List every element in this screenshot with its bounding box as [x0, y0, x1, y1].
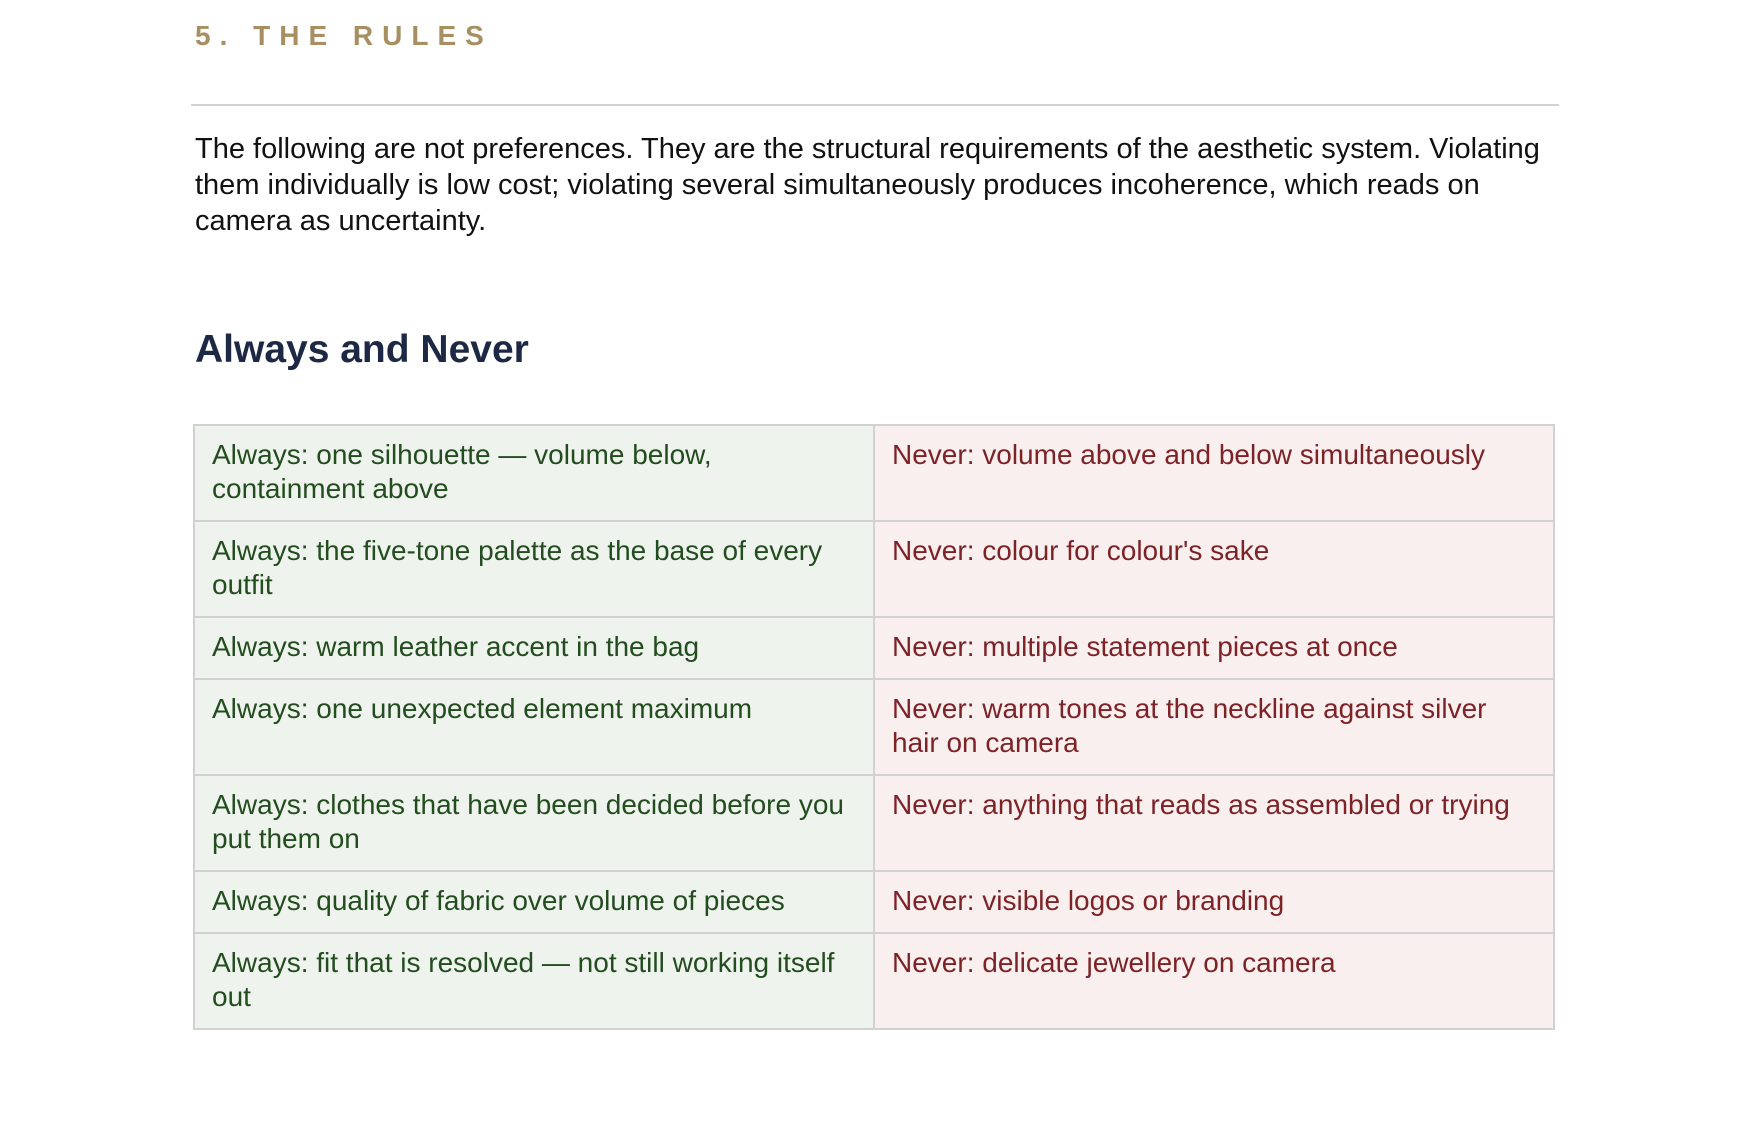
always-cell: Always: clothes that have been decided before you put them on: [194, 775, 874, 871]
subheading: Always and Never: [195, 328, 529, 371]
always-cell: Always: the five-tone palette as the base of every outfit: [194, 521, 874, 617]
always-cell: Always: fit that is resolved — not still working itself out: [194, 933, 874, 1029]
table-row: [194, 775, 1554, 871]
table-row: [194, 617, 1554, 679]
rules-table: [193, 424, 1555, 1030]
never-cell: Never: volume above and below simultaneously: [874, 425, 1554, 521]
never-cell: Never: visible logos or branding: [874, 871, 1554, 933]
table-row: [194, 871, 1554, 933]
never-cell: Never: colour for colour's sake: [874, 521, 1554, 617]
intro-paragraph: The following are not preferences. They are the structural requirements of the aesthetic system. Violating them individually is low cost; violating several simultaneously produces incoherence, which reads on camera as uncertainty.: [195, 133, 1540, 237]
section-label: 5. THE RULES: [195, 20, 493, 51]
never-cell: Never: warm tones at the neckline against silver hair on camera: [874, 679, 1554, 775]
always-cell: Always: warm leather accent in the bag: [194, 617, 874, 679]
always-cell: Always: one silhouette — volume below, containment above: [194, 425, 874, 521]
table-row: [194, 933, 1554, 1029]
section-divider: [191, 104, 1559, 106]
never-cell: Never: delicate jewellery on camera: [874, 933, 1554, 1029]
table-row: [194, 679, 1554, 775]
always-cell: Always: quality of fabric over volume of pieces: [194, 871, 874, 933]
always-cell: Always: one unexpected element maximum: [194, 679, 874, 775]
table-row: [194, 425, 1554, 521]
never-cell: Never: multiple statement pieces at once: [874, 617, 1554, 679]
table-row: [194, 521, 1554, 617]
never-cell: Never: anything that reads as assembled or trying: [874, 775, 1554, 871]
